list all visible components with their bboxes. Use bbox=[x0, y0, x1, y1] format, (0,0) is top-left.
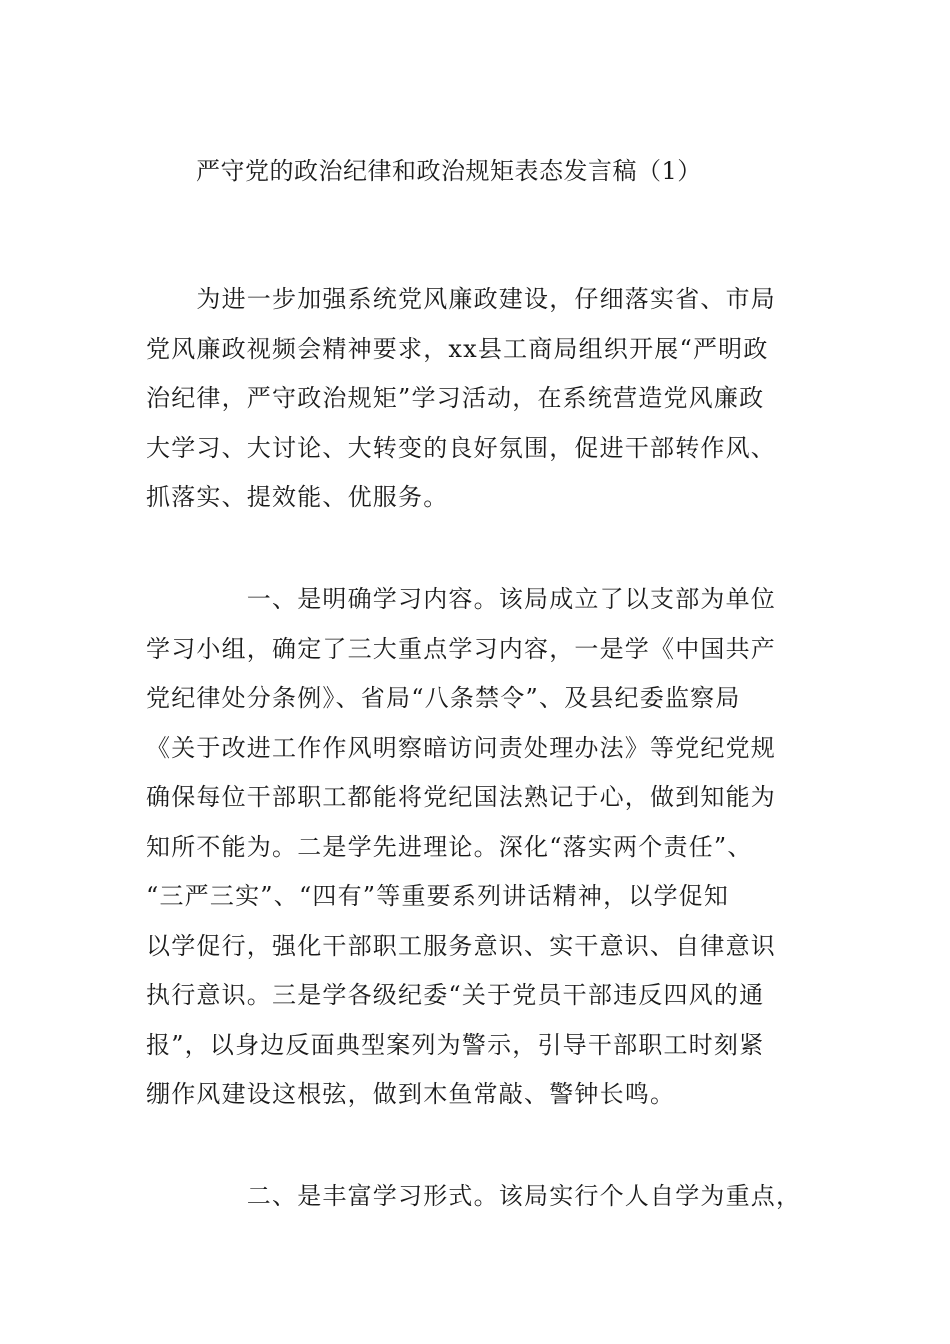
paragraph-line: 党风廉政视频会精神要求，xx县工商局组织开展“严明政 bbox=[146, 334, 769, 363]
paragraph-line: “三严三实”、“四有”等重要系列讲话精神，以学促知 bbox=[146, 882, 730, 910]
paragraph-intro bbox=[146, 275, 776, 523]
paragraph-section-two bbox=[146, 1172, 801, 1222]
paragraph-line: 以学促行，强化干部职工服务意识、实干意识、自律意识 bbox=[146, 931, 776, 960]
paragraph-line: 知所不能为。二是学先进理论。深化“落实两个责任”、 bbox=[146, 832, 753, 861]
paragraph-line: 大学习、大讨论、大转变的良好氛围，促进干部转作风、 bbox=[146, 433, 776, 462]
paragraph-line: 学习小组，确定了三大重点学习内容，一是学《中国共产 bbox=[146, 634, 776, 663]
paragraph-line: 《关于改进工作作风明察暗访问责处理办法》等党纪党规 bbox=[146, 733, 776, 762]
paragraph-line: 执行意识。三是学各级纪委“关于党员干部违反四风的通 bbox=[146, 981, 765, 1009]
paragraph-section-one bbox=[146, 575, 776, 1120]
document-title: 严守党的政治纪律和政治规矩表态发言稿（1） bbox=[196, 157, 702, 185]
paragraph-line: 确保每位干部职工都能将党纪国法熟记于心，做到知能为 bbox=[146, 783, 776, 811]
paragraph-line: 抓落实、提效能、优服务。 bbox=[146, 483, 449, 511]
paragraph-line: 二、是丰富学习形式。该局实行个人自学为重点， bbox=[146, 1182, 802, 1210]
paragraph-line: 绷作风建设这根弦，做到木鱼常敲、警钟长鸣。 bbox=[146, 1080, 676, 1108]
paragraph-line: 党纪律处分条例》、省局“八条禁令”、及县纪委监察局 bbox=[146, 684, 741, 712]
paragraph-line: 为进一步加强系统党风廉政建设，仔细落实省、市局 bbox=[146, 285, 776, 313]
paragraph-line: 一、是明确学习内容。该局成立了以支部为单位 bbox=[146, 585, 776, 613]
paragraph-line: 治纪律，严守政治规矩”学习活动，在系统营造党风廉政 bbox=[146, 384, 765, 412]
paragraph-line: 报”，以身边反面典型案列为警示，引导干部职工时刻紧 bbox=[146, 1030, 765, 1059]
